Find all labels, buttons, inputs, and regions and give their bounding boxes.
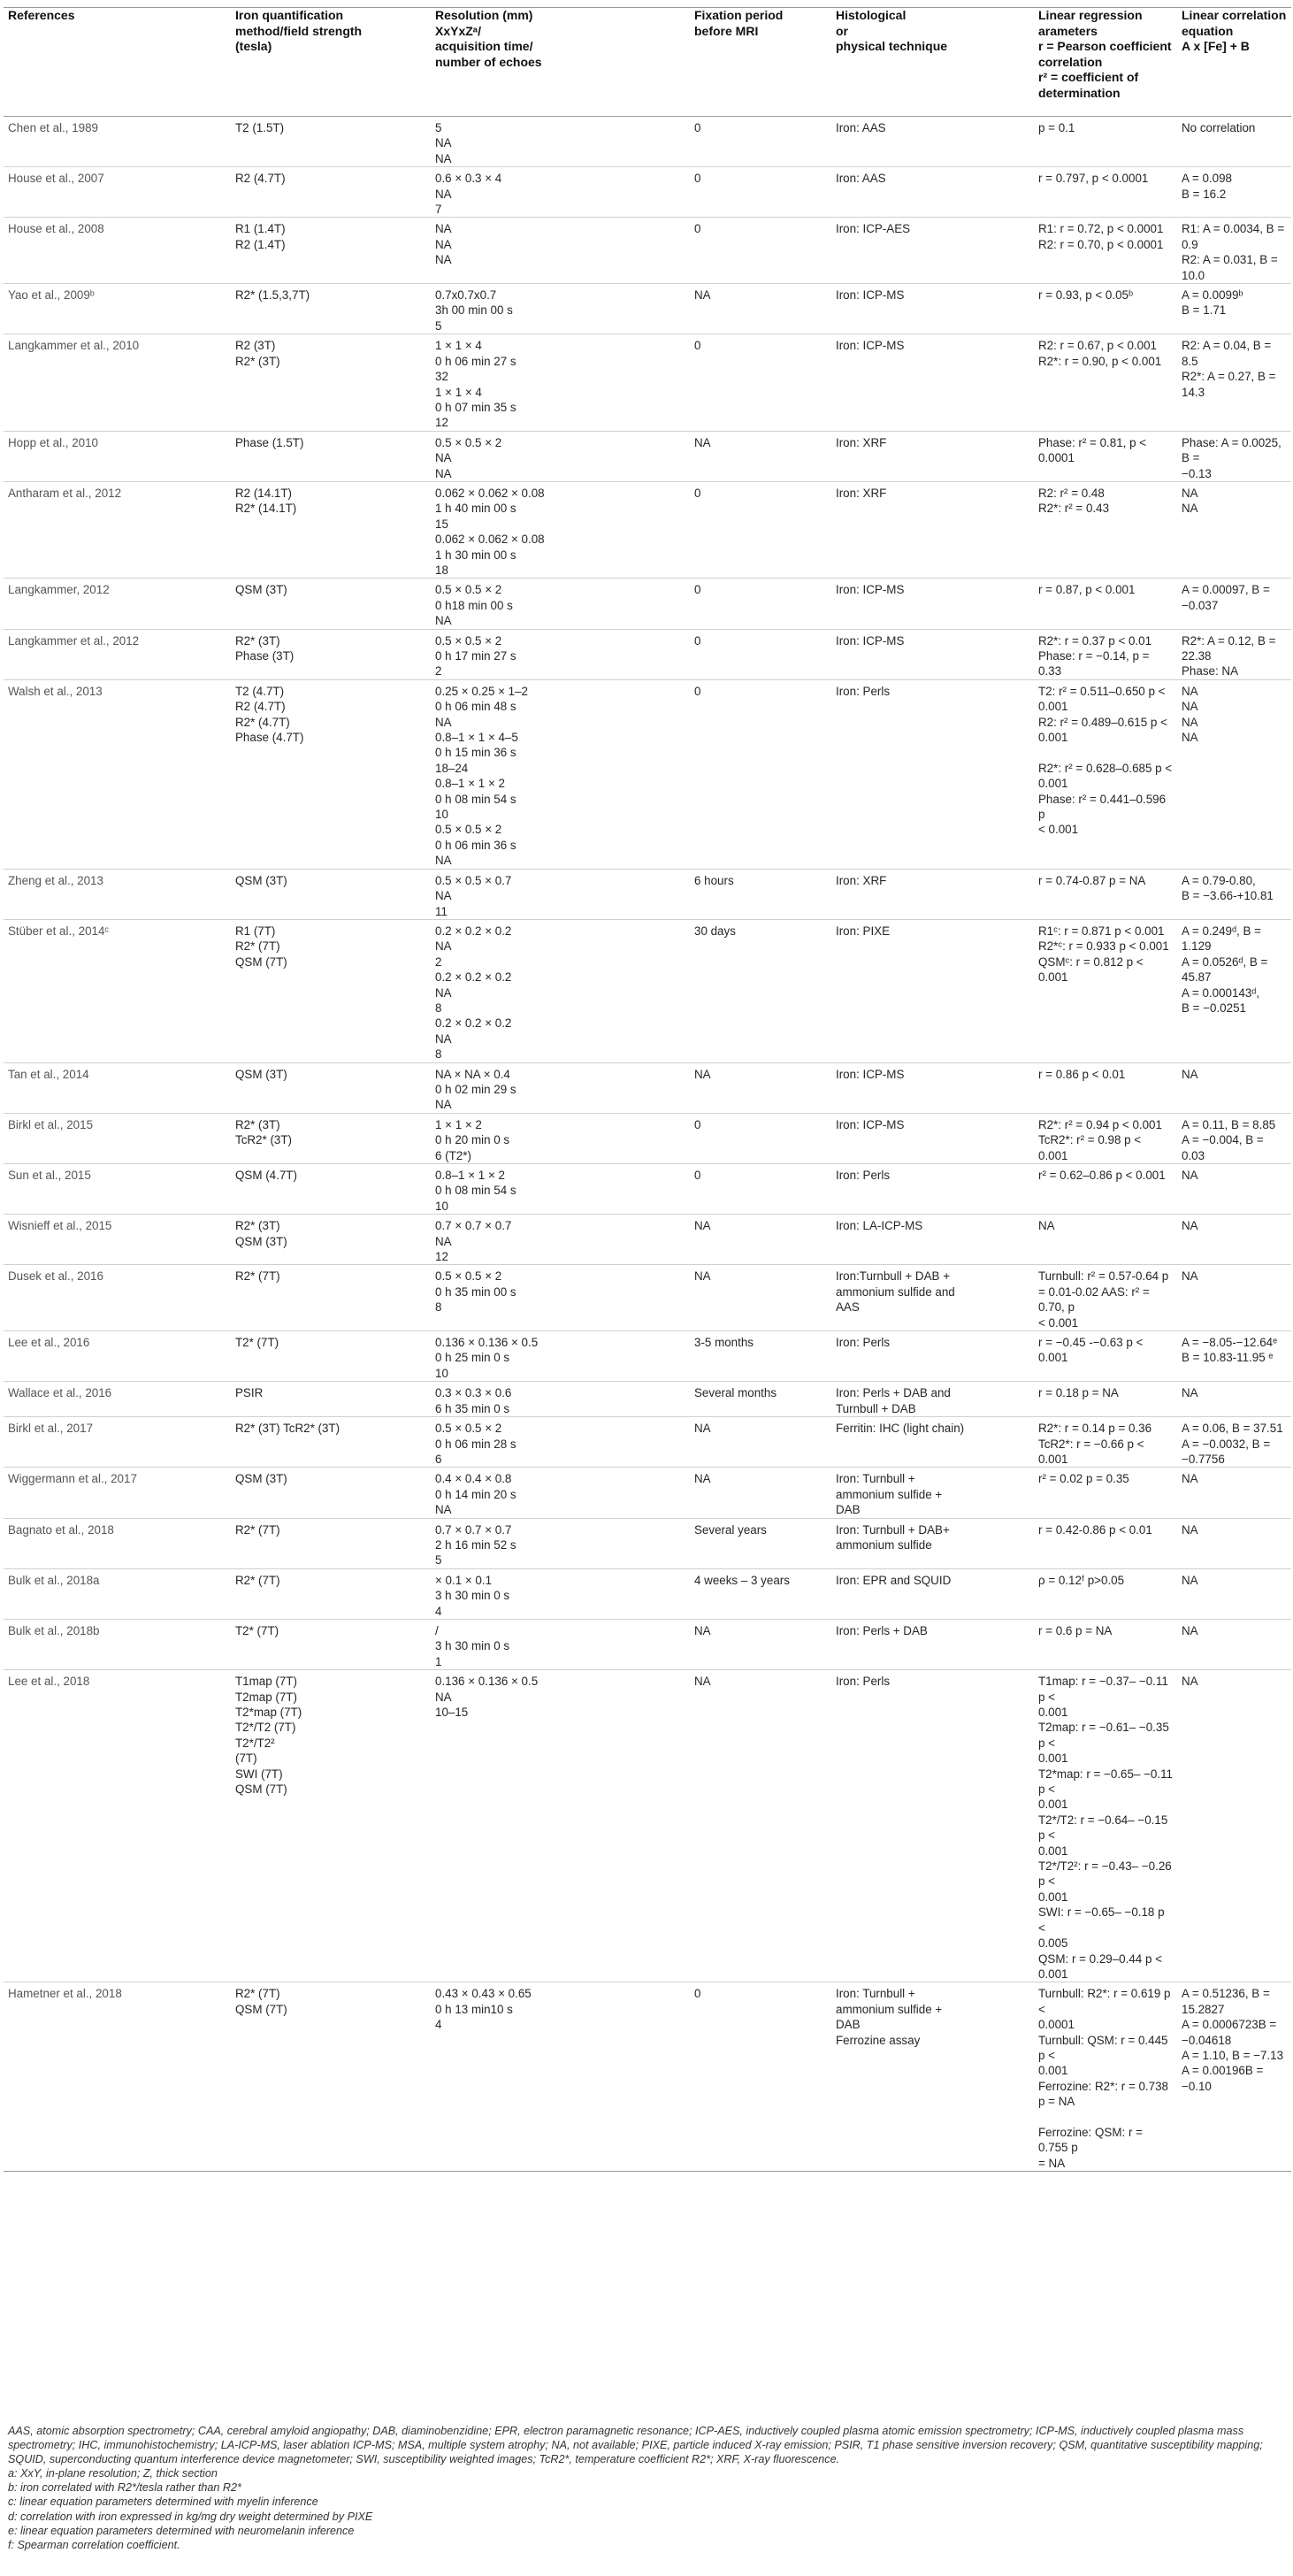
cell-fixation: NA xyxy=(690,431,831,481)
cell-method: R2* (3T) TcR2* (3T) xyxy=(231,1417,431,1468)
cell-equation: A = 0.0099ᵇ B = 1.71 xyxy=(1177,284,1291,334)
cell-resolution: 0.43 × 0.43 × 0.65 0 h 13 min10 s 4 xyxy=(431,1982,690,2172)
cell-reference: Walsh et al., 2013 xyxy=(4,679,231,869)
cell-reference: Tan et al., 2014 xyxy=(4,1062,231,1113)
cell-equation: A = 0.06, B = 37.51 A = −0.0032, B = −0.7756 xyxy=(1177,1417,1291,1468)
cell-equation: NA xyxy=(1177,1062,1291,1113)
cell-fixation: 0 xyxy=(690,334,831,431)
cell-fixation: 0 xyxy=(690,1982,831,2172)
table-row xyxy=(4,1331,1291,1382)
cell-equation: Phase: A = 0.0025, B = −0.13 xyxy=(1177,431,1291,481)
cell-equation: NA NA NA NA xyxy=(1177,679,1291,869)
cell-reference: Antharam et al., 2012 xyxy=(4,481,231,578)
cell-method: R2* (3T) TcR2* (3T) xyxy=(231,1113,431,1163)
cell-fixation: 4 weeks – 3 years xyxy=(690,1568,831,1619)
cell-regression: r = −0.45 -−0.63 p < 0.001 xyxy=(1034,1331,1177,1382)
cell-reference: House et al., 2007 xyxy=(4,167,231,218)
cell-method: R1 (1.4T) R2 (1.4T) xyxy=(231,218,431,284)
cell-resolution: 5 NA NA xyxy=(431,117,690,167)
cell-resolution: 0.136 × 0.136 × 0.5 NA 10–15 xyxy=(431,1670,690,1982)
cell-regression: T1map: r = −0.37– −0.11 p < 0.001 T2map: r = −0.61– −0.35 p < 0.001 T2*map: r = −0.65– −0.11 p < 0.001 T2*/T2: r = −0.64– −0.15 p < 0.001 T2*/T2²: r = −0.43– −0.26 p < 0.001 SWI: r = −0.65– −0.18 p < 0.005 QSM: r = 0.29–0.44 p < 0.001 xyxy=(1034,1670,1177,1982)
cell-equation: A = 0.11, B = 8.85 A = −0.004, B = 0.03 xyxy=(1177,1113,1291,1163)
cell-resolution: 0.25 × 0.25 × 1–2 0 h 06 min 48 s NA 0.8–1 × 1 × 4–5 0 h 15 min 36 s 18–24 0.8–1 × 1 × 2 0 h 08 min 54 s 10 0.5 × 0.5 × 2 0 h 06 min 36 s NA xyxy=(431,679,690,869)
cell-technique: Iron: LA-ICP-MS xyxy=(831,1215,1034,1265)
cell-resolution: 0.5 × 0.5 × 2 NA NA xyxy=(431,431,690,481)
cell-method: Phase (1.5T) xyxy=(231,431,431,481)
cell-technique: Iron: ICP-MS xyxy=(831,1062,1034,1113)
cell-reference: Zheng et al., 2013 xyxy=(4,869,231,919)
table-row xyxy=(4,167,1291,218)
cell-resolution: NA NA NA xyxy=(431,218,690,284)
cell-technique: Iron: Turnbull + ammonium sulfide + DAB Ferrozine assay xyxy=(831,1982,1034,2172)
cell-fixation: 6 hours xyxy=(690,869,831,919)
cell-resolution: 0.7 × 0.7 × 0.7 NA 12 xyxy=(431,1215,690,1265)
cell-regression: Turnbull: r² = 0.57-0.64 p = 0.01-0.02 AAS: r² = 0.70, p < 0.001 xyxy=(1034,1265,1177,1331)
cell-technique: Iron: AAS xyxy=(831,117,1034,167)
cell-fixation: NA xyxy=(690,1062,831,1113)
cell-reference: Lee et al., 2018 xyxy=(4,1670,231,1982)
cell-regression: r = 0.87, p < 0.001 xyxy=(1034,579,1177,629)
table-row xyxy=(4,334,1291,431)
cell-technique: Iron: Perls xyxy=(831,1164,1034,1215)
cell-resolution: 0.5 × 0.5 × 2 0 h18 min 00 s NA xyxy=(431,579,690,629)
cell-equation: NA NA xyxy=(1177,481,1291,578)
cell-fixation: NA xyxy=(690,1619,831,1669)
table-row xyxy=(4,1215,1291,1265)
cell-method: R2* (7T) xyxy=(231,1518,431,1568)
cell-regression: Phase: r² = 0.81, p < 0.0001 xyxy=(1034,431,1177,481)
cell-technique: Ferritin: IHC (light chain) xyxy=(831,1417,1034,1468)
cell-technique: Iron: Turnbull + ammonium sulfide + DAB xyxy=(831,1468,1034,1518)
cell-reference: Bulk et al., 2018b xyxy=(4,1619,231,1669)
cell-reference: Lee et al., 2016 xyxy=(4,1331,231,1382)
cell-equation: R1: A = 0.0034, B = 0.9 R2: A = 0.031, B = 10.0 xyxy=(1177,218,1291,284)
cell-technique: Iron: AAS xyxy=(831,167,1034,218)
cell-resolution: 0.7 × 0.7 × 0.7 2 h 16 min 52 s 5 xyxy=(431,1518,690,1568)
cell-regression: R1: r = 0.72, p < 0.0001 R2: r = 0.70, p < 0.0001 xyxy=(1034,218,1177,284)
cell-method: R2* (7T) QSM (7T) xyxy=(231,1982,431,2172)
table-row xyxy=(4,1619,1291,1669)
cell-equation: NA xyxy=(1177,1619,1291,1669)
header-linear-regression-parameters: Linear regression arameters r = Pearson coefficient correlation r² = coefficient of determination xyxy=(1034,8,1177,117)
table-row xyxy=(4,1265,1291,1331)
cell-regression: R1ᶜ: r = 0.871 p < 0.001 R2*ᶜ: r = 0.933 p < 0.001 QSMᶜ: r = 0.812 p < 0.001 xyxy=(1034,919,1177,1062)
cell-equation: NA xyxy=(1177,1670,1291,1982)
cell-reference: Hopp et al., 2010 xyxy=(4,431,231,481)
cell-technique: Iron: PIXE xyxy=(831,919,1034,1062)
cell-reference: Wallace et al., 2016 xyxy=(4,1382,231,1417)
cell-technique: Iron:Turnbull + DAB + ammonium sulfide and AAS xyxy=(831,1265,1034,1331)
cell-equation: NA xyxy=(1177,1518,1291,1568)
cell-method: QSM (3T) xyxy=(231,869,431,919)
cell-resolution: 0.4 × 0.4 × 0.8 0 h 14 min 20 s NA xyxy=(431,1468,690,1518)
cell-equation: A = 0.00097, B = −0.037 xyxy=(1177,579,1291,629)
cell-regression: r = 0.42-0.86 p < 0.01 xyxy=(1034,1518,1177,1568)
cell-fixation: NA xyxy=(690,1417,831,1468)
cell-reference: Hametner et al., 2018 xyxy=(4,1982,231,2172)
cell-fixation: Several years xyxy=(690,1518,831,1568)
table-body xyxy=(4,117,1291,2172)
cell-method: R2 (14.1T) R2* (14.1T) xyxy=(231,481,431,578)
cell-fixation: 0 xyxy=(690,679,831,869)
cell-equation: R2: A = 0.04, B = 8.5 R2*: A = 0.27, B = 14.3 xyxy=(1177,334,1291,431)
cell-equation: R2*: A = 0.12, B = 22.38 Phase: NA xyxy=(1177,629,1291,679)
cell-resolution: 1 × 1 × 4 0 h 06 min 27 s 32 1 × 1 × 4 0 h 07 min 35 s 12 xyxy=(431,334,690,431)
table-row xyxy=(4,1417,1291,1468)
cell-fixation: 0 xyxy=(690,117,831,167)
cell-regression: r = 0.93, p < 0.05ᵇ xyxy=(1034,284,1177,334)
table-row xyxy=(4,1670,1291,1982)
cell-equation: NA xyxy=(1177,1468,1291,1518)
cell-regression: p = 0.1 xyxy=(1034,117,1177,167)
cell-fixation: NA xyxy=(690,1215,831,1265)
cell-reference: Langkammer et al., 2012 xyxy=(4,629,231,679)
footnote-c: c: linear equation parameters determined with myelin inference xyxy=(8,2496,318,2509)
cell-method: R2* (7T) xyxy=(231,1568,431,1619)
cell-resolution: 0.5 × 0.5 × 2 0 h 17 min 27 s 2 xyxy=(431,629,690,679)
table-row xyxy=(4,431,1291,481)
cell-resolution: 0.3 × 0.3 × 0.6 6 h 35 min 0 s xyxy=(431,1382,690,1417)
cell-fixation: 0 xyxy=(690,1164,831,1215)
cell-fixation: NA xyxy=(690,1265,831,1331)
cell-method: R2* (3T) Phase (3T) xyxy=(231,629,431,679)
cell-regression: R2*: r = 0.14 p = 0.36 TcR2*: r = −0.66 p < 0.001 xyxy=(1034,1417,1177,1468)
table-row xyxy=(4,1382,1291,1417)
cell-regression: r² = 0.02 p = 0.35 xyxy=(1034,1468,1177,1518)
cell-equation: A = 0.51236, B = 15.2827 A = 0.0006723B = −0.04618 A = 1.10, B = −7.13 A = 0.00196B = −0.10 xyxy=(1177,1982,1291,2172)
cell-reference: Stüber et al., 2014ᶜ xyxy=(4,919,231,1062)
cell-reference: Langkammer, 2012 xyxy=(4,579,231,629)
cell-resolution: 0.2 × 0.2 × 0.2 NA 2 0.2 × 0.2 × 0.2 NA 8 0.2 × 0.2 × 0.2 NA 8 xyxy=(431,919,690,1062)
cell-technique: Iron: ICP-AES xyxy=(831,218,1034,284)
header-references: References xyxy=(4,8,231,117)
cell-reference: Bagnato et al., 2018 xyxy=(4,1518,231,1568)
cell-resolution: / 3 h 30 min 0 s 1 xyxy=(431,1619,690,1669)
cell-fixation: NA xyxy=(690,284,831,334)
header-row xyxy=(4,8,1291,117)
cell-technique: Iron: XRF xyxy=(831,481,1034,578)
cell-resolution: 0.062 × 0.062 × 0.08 1 h 40 min 00 s 15 0.062 × 0.062 × 0.08 1 h 30 min 00 s 18 xyxy=(431,481,690,578)
cell-equation: A = −8.05-−12.64ᵉ B = 10.83-11.95 ᵉ xyxy=(1177,1331,1291,1382)
cell-technique: Iron: ICP-MS xyxy=(831,629,1034,679)
cell-method: R2* (3T) QSM (3T) xyxy=(231,1215,431,1265)
cell-regression: ρ = 0.12ᶠ p>0.05 xyxy=(1034,1568,1177,1619)
footnote-e: e: linear equation parameters determined with neuromelanin inference xyxy=(8,2524,355,2537)
table-row xyxy=(4,218,1291,284)
cell-technique: Iron: XRF xyxy=(831,431,1034,481)
cell-equation: NA xyxy=(1177,1265,1291,1331)
cell-regression: r = 0.18 p = NA xyxy=(1034,1382,1177,1417)
cell-resolution: × 0.1 × 0.1 3 h 30 min 0 s 4 xyxy=(431,1568,690,1619)
cell-method: QSM (3T) xyxy=(231,1062,431,1113)
cell-regression: r = 0.86 p < 0.01 xyxy=(1034,1062,1177,1113)
cell-technique: Iron: Perls xyxy=(831,1331,1034,1382)
cell-regression: R2*: r = 0.37 p < 0.01 Phase: r = −0.14, p = 0.33 xyxy=(1034,629,1177,679)
table-row xyxy=(4,679,1291,869)
cell-method: PSIR xyxy=(231,1382,431,1417)
cell-technique: Iron: ICP-MS xyxy=(831,334,1034,431)
cell-technique: Iron: XRF xyxy=(831,869,1034,919)
table-row xyxy=(4,1568,1291,1619)
cell-technique: Iron: Perls + DAB xyxy=(831,1619,1034,1669)
cell-regression: T2: r² = 0.511–0.650 p < 0.001 R2: r² = 0.489–0.615 p < 0.001 R2*: r² = 0.628–0.685 p < 0.001 Phase: r² = 0.441–0.596 p < 0.001 xyxy=(1034,679,1177,869)
cell-method: R1 (7T) R2* (7T) QSM (7T) xyxy=(231,919,431,1062)
table-row xyxy=(4,1062,1291,1113)
cell-resolution: 0.5 × 0.5 × 2 0 h 35 min 00 s 8 xyxy=(431,1265,690,1331)
cell-reference: Yao et al., 2009ᵇ xyxy=(4,284,231,334)
footnote-list xyxy=(8,2466,1282,2552)
cell-method: R2* (1.5,3,7T) xyxy=(231,284,431,334)
cell-equation: No correlation xyxy=(1177,117,1291,167)
cell-technique: Iron: Perls xyxy=(831,679,1034,869)
table-row xyxy=(4,1164,1291,1215)
footnote-b: b: iron correlated with R2*/tesla rather than R2* xyxy=(8,2481,241,2495)
cell-equation: NA xyxy=(1177,1568,1291,1619)
cell-fixation: NA xyxy=(690,1468,831,1518)
data-table xyxy=(4,7,1291,2172)
cell-equation: NA xyxy=(1177,1215,1291,1265)
cell-technique: Iron: ICP-MS xyxy=(831,284,1034,334)
cell-method: R2* (7T) xyxy=(231,1265,431,1331)
cell-fixation: 0 xyxy=(690,629,831,679)
cell-resolution: NA × NA × 0.4 0 h 02 min 29 s NA xyxy=(431,1062,690,1113)
table-row xyxy=(4,1982,1291,2172)
cell-method: R2 (3T) R2* (3T) xyxy=(231,334,431,431)
table-row xyxy=(4,1468,1291,1518)
cell-regression: r = 0.797, p < 0.0001 xyxy=(1034,167,1177,218)
cell-regression: r = 0.6 p = NA xyxy=(1034,1619,1177,1669)
cell-fixation: 0 xyxy=(690,167,831,218)
cell-method: QSM (4.7T) xyxy=(231,1164,431,1215)
header-iron-quantification-method: Iron quantification method/field strength (tesla) xyxy=(231,8,431,117)
cell-method: T2* (7T) xyxy=(231,1331,431,1382)
cell-resolution: 0.136 × 0.136 × 0.5 0 h 25 min 0 s 10 xyxy=(431,1331,690,1382)
cell-reference: House et al., 2008 xyxy=(4,218,231,284)
cell-equation: A = 0.79-0.80, B = −3.66-+10.81 xyxy=(1177,869,1291,919)
cell-reference: Wiggermann et al., 2017 xyxy=(4,1468,231,1518)
header-fixation-period: Fixation period before MRI xyxy=(690,8,831,117)
cell-equation: NA xyxy=(1177,1382,1291,1417)
cell-equation: A = 0.249ᵈ, B = 1.129 A = 0.0526ᵈ, B = 45.87 A = 0.000143ᵈ, B = −0.0251 xyxy=(1177,919,1291,1062)
table-row xyxy=(4,629,1291,679)
cell-regression: Turnbull: R2*: r = 0.619 p < 0.0001 Turnbull: QSM: r = 0.445 p < 0.001 Ferrozine: R2*: r = 0.738 p = NA Ferrozine: QSM: r = 0.755 p = NA xyxy=(1034,1982,1177,2172)
cell-technique: Iron: Turnbull + DAB+ ammonium sulfide xyxy=(831,1518,1034,1568)
cell-method: QSM (3T) xyxy=(231,579,431,629)
cell-resolution: 0.8–1 × 1 × 2 0 h 08 min 54 s 10 xyxy=(431,1164,690,1215)
cell-regression: NA xyxy=(1034,1215,1177,1265)
cell-regression: R2*: r² = 0.94 p < 0.001 TcR2*: r² = 0.98 p < 0.001 xyxy=(1034,1113,1177,1163)
cell-reference: Langkammer et al., 2010 xyxy=(4,334,231,431)
cell-resolution: 0.5 × 0.5 × 0.7 NA 11 xyxy=(431,869,690,919)
cell-fixation: 0 xyxy=(690,579,831,629)
cell-fixation: 0 xyxy=(690,1113,831,1163)
cell-resolution: 0.7x0.7x0.7 3h 00 min 00 s 5 xyxy=(431,284,690,334)
cell-fixation: 3-5 months xyxy=(690,1331,831,1382)
table-footnotes xyxy=(8,2424,1282,2552)
cell-regression: R2: r = 0.67, p < 0.001 R2*: r = 0.90, p < 0.001 xyxy=(1034,334,1177,431)
cell-method: T2 (1.5T) xyxy=(231,117,431,167)
table-row xyxy=(4,869,1291,919)
cell-method: QSM (3T) xyxy=(231,1468,431,1518)
cell-regression: R2: r² = 0.48 R2*: r² = 0.43 xyxy=(1034,481,1177,578)
table-row xyxy=(4,1113,1291,1163)
cell-resolution: 0.5 × 0.5 × 2 0 h 06 min 28 s 6 xyxy=(431,1417,690,1468)
table-row xyxy=(4,919,1291,1062)
cell-reference: Sun et al., 2015 xyxy=(4,1164,231,1215)
cell-equation: NA xyxy=(1177,1164,1291,1215)
cell-technique: Iron: EPR and SQUID xyxy=(831,1568,1034,1619)
footnote-d: d: correlation with iron expressed in kg/mg dry weight determined by PIXE xyxy=(8,2510,373,2523)
footnote-a: a: XxY, in-plane resolution; Z, thick section xyxy=(8,2467,218,2480)
abbreviations-note: AAS, atomic absorption spectrometry; CAA, cerebral amyloid angiopathy; DAB, diaminobenzidine; EPR, electron paramagnetic resonance; ICP-AES, inductively coupled plasma atomic emission spectrometry; ICP-MS, inductively coupled plasma mass spectrometry; IHC, immunohistochemistry; LA-ICP-MS, laser ablation ICP-MS; MSA, multiple system atrophy; NA, not available; PIXE, particle induced X-ray emission; PSIR, T1 phase sensitive inversion recovery; QSM, quantitative susceptibility mapping; SQUID, superconducting quantum interference device magnetometer; SWI, susceptibility weighted images; TcR2*, temperature coefficient R2*; XRF, X-ray fluorescence. xyxy=(8,2425,1263,2466)
cell-reference: Chen et al., 1989 xyxy=(4,117,231,167)
cell-reference: Birkl et al., 2015 xyxy=(4,1113,231,1163)
table-header xyxy=(4,8,1291,117)
cell-regression: r = 0.74-0.87 p = NA xyxy=(1034,869,1177,919)
cell-technique: Iron: ICP-MS xyxy=(831,1113,1034,1163)
cell-method: T2 (4.7T) R2 (4.7T) R2* (4.7T) Phase (4.7T) xyxy=(231,679,431,869)
footnote-f: f: Spearman correlation coefficient. xyxy=(8,2538,180,2551)
cell-resolution: 1 × 1 × 2 0 h 20 min 0 s 6 (T2*) xyxy=(431,1113,690,1163)
cell-reference: Bulk et al., 2018a xyxy=(4,1568,231,1619)
cell-equation: A = 0.098 B = 16.2 xyxy=(1177,167,1291,218)
table-row xyxy=(4,284,1291,334)
table-row xyxy=(4,579,1291,629)
cell-reference: Dusek et al., 2016 xyxy=(4,1265,231,1331)
cell-fixation: 0 xyxy=(690,218,831,284)
header-resolution: Resolution (mm) XxYxZᵃ/ acquisition time/ number of echoes xyxy=(431,8,690,117)
cell-fixation: Several months xyxy=(690,1382,831,1417)
cell-technique: Iron: Perls + DAB and Turnbull + DAB xyxy=(831,1382,1034,1417)
cell-reference: Wisnieff et al., 2015 xyxy=(4,1215,231,1265)
cell-method: T2* (7T) xyxy=(231,1619,431,1669)
cell-method: T1map (7T) T2map (7T) T2*map (7T) T2*/T2 (7T) T2*/T2² (7T) SWI (7T) QSM (7T) xyxy=(231,1670,431,1982)
table-row xyxy=(4,481,1291,578)
cell-technique: Iron: Perls xyxy=(831,1670,1034,1982)
cell-fixation: NA xyxy=(690,1670,831,1982)
header-histological-technique: Histological or physical technique xyxy=(831,8,1034,117)
header-linear-correlation-equation: Linear correlation equation A x [Fe] + B xyxy=(1177,8,1291,117)
cell-method: R2 (4.7T) xyxy=(231,167,431,218)
cell-technique: Iron: ICP-MS xyxy=(831,579,1034,629)
cell-resolution: 0.6 × 0.3 × 4 NA 7 xyxy=(431,167,690,218)
cell-fixation: 30 days xyxy=(690,919,831,1062)
table-row xyxy=(4,117,1291,167)
cell-reference: Birkl et al., 2017 xyxy=(4,1417,231,1468)
cell-regression: r² = 0.62–0.86 p < 0.001 xyxy=(1034,1164,1177,1215)
cell-fixation: 0 xyxy=(690,481,831,578)
table-row xyxy=(4,1518,1291,1568)
